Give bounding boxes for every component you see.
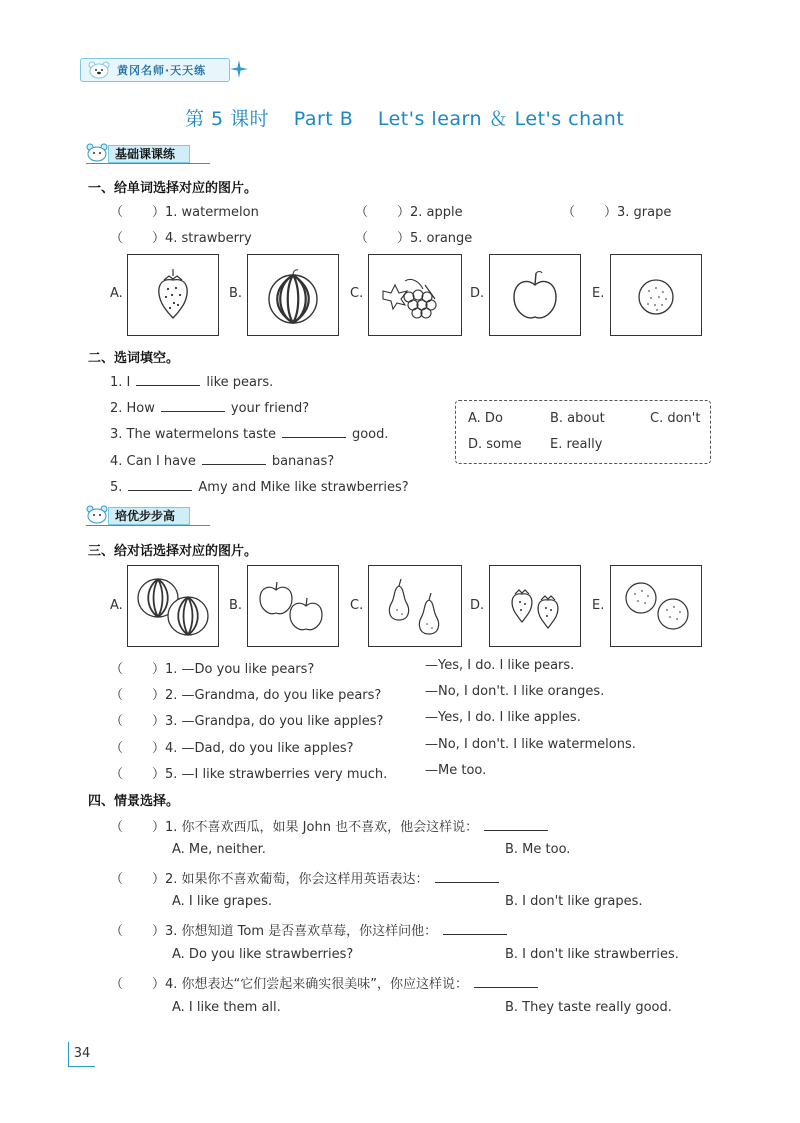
q3-item-5: [110, 763, 387, 782]
q4-heading: 四、情景选择。: [88, 794, 180, 809]
section-basic: [86, 142, 216, 164]
q3-answer-1: —Yes, I do. I like pears.: [425, 658, 575, 673]
picture-grapes: [368, 254, 462, 336]
page-number: 34: [68, 1042, 95, 1067]
lesson-part: Part B: [293, 108, 354, 130]
q3-answer-5: —Me too.: [425, 763, 487, 778]
option-c: C. don't: [650, 411, 701, 426]
answer-paren[interactable]: （: [110, 662, 124, 677]
q2-text: 1. I: [110, 375, 131, 390]
pears-icon: [369, 566, 461, 646]
grapes-icon: [369, 255, 461, 335]
q1-heading: 一、给单词选择对应的图片。: [88, 181, 258, 196]
q1-item-text: ）4. strawberry: [152, 231, 252, 246]
q4-item-1: [110, 816, 554, 835]
pic-label-b: B.: [229, 598, 243, 613]
bear-icon: [87, 61, 111, 79]
q2-item-2: [110, 399, 309, 416]
fill-blank[interactable]: [474, 975, 538, 988]
answer-paren[interactable]: （: [110, 741, 124, 756]
pic-label-a: A.: [110, 598, 123, 613]
q1-item-text: ）2. apple: [397, 205, 463, 220]
q4-item-3: [110, 920, 513, 939]
q3-question: ）1. —Do you like pears?: [152, 662, 315, 677]
apple-icon: [490, 255, 580, 335]
fill-blank[interactable]: [136, 373, 200, 386]
strawberry-icon: [128, 255, 218, 335]
answer-paren[interactable]: （: [562, 205, 576, 220]
answer-paren[interactable]: （: [110, 924, 124, 939]
q3-heading: 三、给对话选择对应的图片。: [88, 544, 258, 559]
q1-item-text: ）3. grape: [604, 205, 672, 220]
q2-item-3: [110, 425, 389, 442]
fill-blank[interactable]: [443, 922, 507, 935]
section-basic-label: 基础课课练: [108, 145, 190, 163]
q4-3-option-b: B. I don't like strawberries.: [505, 947, 679, 962]
strawberries-icon: [490, 566, 580, 646]
q4-3-option-a: A. Do you like strawberries?: [172, 947, 354, 962]
lesson-topic: Let's learn ＆ Let's chant: [377, 108, 625, 130]
watermelons-icon: [128, 566, 218, 646]
q2-text: 3. The watermelons taste: [110, 427, 276, 442]
pic-label-c: C.: [350, 286, 364, 301]
fill-blank[interactable]: [435, 870, 499, 883]
q2-item-4: [110, 452, 334, 469]
q3-question: ）4. —Dad, do you like apples?: [152, 741, 354, 756]
fill-blank[interactable]: [161, 399, 225, 412]
q3-item-1: [110, 658, 314, 677]
answer-paren[interactable]: （: [110, 977, 124, 992]
section-advanced-label: 培优步步高: [108, 507, 190, 525]
q3-answer-4: —No, I don't. I like watermelons.: [425, 737, 636, 752]
q2-text: 4. Can I have: [110, 454, 196, 469]
q2-item-5: [110, 478, 409, 495]
section-underline: [86, 525, 210, 526]
pic-label-d: D.: [470, 286, 485, 301]
picture-oranges: [610, 565, 702, 647]
q1-item-text: ）5. orange: [397, 231, 473, 246]
lesson-number: 第 5 课时: [185, 108, 270, 130]
q2-item-1: [110, 373, 273, 390]
picture-watermelons: [127, 565, 219, 647]
watermelon-icon: [248, 255, 338, 335]
q1-item-text: ）1. watermelon: [152, 205, 259, 220]
q4-question: ）1. 你不喜欢西瓜，如果 John 也不喜欢，他会这样说：: [152, 820, 479, 835]
brand-text: 黄冈名师·天天练: [117, 64, 207, 77]
pic-label-e: E.: [592, 598, 605, 613]
q4-question: ）2. 如果你不喜欢葡萄，你会这样用英语表达：: [152, 872, 429, 887]
q3-answer-2: —No, I don't. I like oranges.: [425, 684, 605, 699]
q4-2-option-b: B. I don't like grapes.: [505, 894, 643, 909]
q2-text: 2. How: [110, 401, 155, 416]
bear-icon: [86, 504, 108, 524]
q4-1-option-a: A. Me, neither.: [172, 842, 266, 857]
q1-item-1: [110, 201, 259, 220]
q2-text: like pears.: [206, 375, 274, 390]
q4-item-4: [110, 973, 544, 992]
picture-pears: [368, 565, 462, 647]
q4-2-option-a: A. I like grapes.: [172, 894, 273, 909]
sparkle-icon: [230, 60, 248, 78]
fill-blank[interactable]: [484, 818, 548, 831]
brand-header: [80, 58, 250, 84]
oranges-icon: [611, 566, 701, 646]
picture-orange: [610, 254, 702, 336]
q4-question: ）4. 你想表达“它们尝起来确实很美味”，你应这样说：: [152, 977, 469, 992]
q1-item-2: [355, 201, 463, 220]
q2-text: Amy and Mike like strawberries?: [198, 480, 409, 495]
answer-paren[interactable]: （: [110, 714, 124, 729]
pic-label-a: A.: [110, 286, 123, 301]
word-options-box: [455, 400, 711, 464]
answer-paren[interactable]: （: [110, 820, 124, 835]
q3-answer-3: —Yes, I do. I like apples.: [425, 710, 581, 725]
picture-watermelon: [247, 254, 339, 336]
answer-paren[interactable]: （: [110, 231, 124, 246]
fill-blank[interactable]: [282, 425, 346, 438]
option-b: B. about: [550, 411, 605, 426]
q1-item-4: [110, 227, 252, 246]
q3-question: ）2. —Grandma, do you like pears?: [152, 688, 382, 703]
fill-blank[interactable]: [202, 452, 266, 465]
q2-text: good.: [351, 427, 389, 442]
answer-paren[interactable]: （: [355, 231, 369, 246]
section-advanced: [86, 504, 216, 526]
q3-item-4: [110, 737, 354, 756]
q2-text: your friend?: [230, 401, 310, 416]
picture-apples: [247, 565, 339, 647]
option-a: A. Do: [468, 411, 503, 426]
answer-paren[interactable]: （: [110, 767, 124, 782]
pic-label-d: D.: [470, 598, 485, 613]
q3-item-2: [110, 684, 381, 703]
picture-strawberries: [489, 565, 581, 647]
option-e: E. really: [550, 437, 603, 452]
q2-heading: 二、选词填空。: [88, 351, 180, 366]
orange-icon: [611, 255, 701, 335]
fill-blank[interactable]: [128, 478, 192, 491]
brand-box: [80, 58, 230, 82]
q3-question: ）5. —I like strawberries very much.: [152, 767, 388, 782]
picture-apple: [489, 254, 581, 336]
section-underline: [86, 163, 210, 164]
pic-label-e: E.: [592, 286, 605, 301]
bear-icon: [86, 142, 108, 162]
q3-question: ）3. —Grandpa, do you like apples?: [152, 714, 384, 729]
answer-paren[interactable]: （: [110, 205, 124, 220]
q2-text: 5.: [110, 480, 123, 495]
q4-question: ）3. 你想知道 Tom 是否喜欢草莓，你这样问他：: [152, 924, 438, 939]
pic-label-b: B.: [229, 286, 243, 301]
apples-icon: [248, 566, 338, 646]
q1-item-5: [355, 227, 472, 246]
pic-label-c: C.: [350, 598, 364, 613]
q3-item-3: [110, 710, 383, 729]
picture-strawberry: [127, 254, 219, 336]
q4-4-option-a: A. I like them all.: [172, 1000, 281, 1015]
answer-paren[interactable]: （: [355, 205, 369, 220]
answer-paren[interactable]: （: [110, 872, 124, 887]
page-title: [185, 104, 642, 131]
answer-paren[interactable]: （: [110, 688, 124, 703]
q2-text: bananas?: [271, 454, 335, 469]
q4-1-option-b: B. Me too.: [505, 842, 571, 857]
option-d: D. some: [468, 437, 522, 452]
q4-item-2: [110, 868, 505, 887]
q4-4-option-b: B. They taste really good.: [505, 1000, 672, 1015]
q1-item-3: [562, 201, 671, 220]
